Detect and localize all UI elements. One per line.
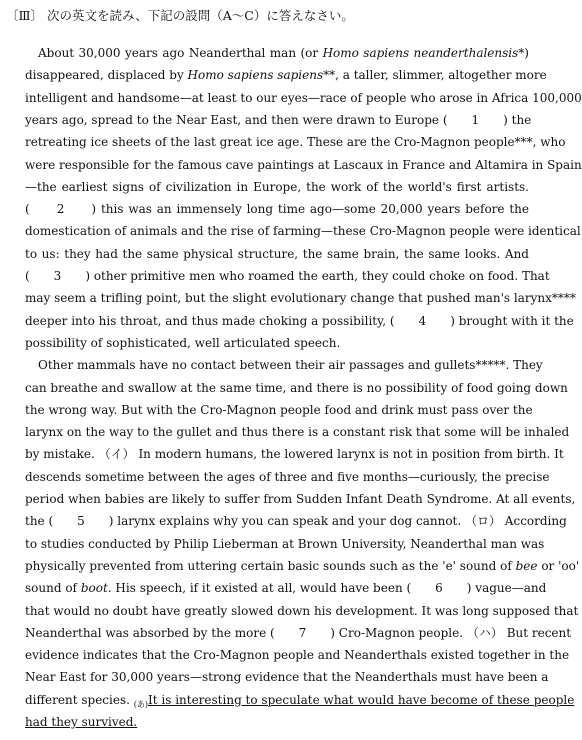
passage-line (25, 581, 547, 596)
passage-text-segment: period when babies are likely to suffer from Sudden Infant Death Syndrome. At all events, (25, 492, 576, 506)
passage-text-segment: Near East for 30,000 years—strong evidence that the Neanderthals must have been a (25, 670, 549, 685)
passage-line (25, 648, 570, 663)
passage-line (25, 180, 529, 194)
passage-line (25, 492, 576, 506)
passage-line (25, 380, 568, 395)
passage-line (25, 670, 549, 685)
passage-text-segment: Homo sapiens sapiens (187, 68, 324, 83)
passage-text-segment: were responsible for the famous cave paintings at Lascaux in France and Altamira in Spain (25, 157, 582, 172)
passage-line (25, 269, 550, 283)
passage-text-segment: disappeared, displaced by (25, 68, 188, 83)
passage-text-segment: *) (518, 46, 529, 60)
passage-text-segment: years ago, spread to the Near East, and then were drawn to Europe ( 1 ) the (25, 112, 532, 127)
passage-text-segment: ( 3 ) other primitive men who roamed the earth, they could choke on food. That (25, 269, 550, 283)
passage-line (25, 112, 532, 127)
passage-text-segment: deeper into his throat, and thus made choking a possibility, ( 4 ) brought with it the (25, 313, 574, 328)
passage-text-segment: the wrong way. But with the Cro-Magnon people food and drink must pass over the (25, 402, 533, 417)
passage-text-segment: Neanderthal was absorbed by the more ( 7 ) Cro-Magnon people. （ハ） But recent (25, 625, 572, 640)
passage-text-segment: possibility of sophisticated, well articulated speech. (25, 335, 341, 350)
passage-line (38, 46, 529, 60)
passage-line (25, 447, 564, 462)
passage-text-segment: larynx on the way to the gullet and thus there is a constant risk that some will be inhaled (25, 425, 570, 440)
passage-line (25, 402, 533, 417)
passage-line (38, 358, 543, 373)
passage-text-segment: or 'oo' (537, 558, 580, 573)
passage-text-segment: Other mammals have no contact between their air passages and gullets*****. They (38, 358, 543, 373)
passage-text-segment: boot. (80, 581, 112, 596)
passage-line (25, 291, 576, 306)
question-header: 〔Ⅲ〕 次の英文を読み、下記の設問（A～C）に答えなさい。 (6, 8, 354, 23)
passage-text-segment: intelligent and handsome—at least to our eyes—race of people who arose in Africa 100,000 (25, 90, 582, 105)
passage-text-segment: to studies conducted by Philip Lieberman at Brown University, Neanderthal man was (25, 536, 545, 551)
passage-text-segment: bee (515, 558, 538, 573)
passage-line (25, 135, 566, 150)
passage-text-segment: It is interesting to speculate what would have become of these people (148, 692, 575, 707)
passage-text-segment: that would no doubt have greatly slowed down his development. It was long supposed that (25, 603, 579, 618)
passage-line (25, 558, 580, 573)
passage-text-segment: ( 2 ) this was an immensely long time ago—some 20,000 years before the (25, 202, 529, 217)
passage-line (25, 68, 547, 83)
passage-text-segment: —the earliest signs of civilization in Europe, the work of the world's first artists. (25, 179, 529, 194)
passage-text-segment: About 30,000 years ago Neanderthal man (or (38, 46, 323, 60)
passage-text-segment: His speech, if it existed at all, would have been ( 6 ) vague—and (111, 581, 547, 596)
passage-line (25, 313, 574, 328)
passage-text-segment: sound of (25, 581, 81, 596)
passage-line (25, 692, 575, 712)
passage-line (25, 247, 529, 261)
passage-line (25, 90, 582, 105)
passage-line (25, 224, 581, 239)
passage-line (25, 469, 550, 484)
passage-text-segment: domestication of animals and the rise of farming—these Cro-Magnon people were identical (25, 224, 581, 239)
passage-text-segment: may seem a trifling point, but the slight evolutionary change that pushed man's larynx**** (25, 291, 576, 306)
passage-text-segment: the ( 5 ) larynx explains why you can speak and your dog cannot. （ロ） According (25, 514, 567, 529)
passage-line (25, 514, 567, 529)
passage-line (25, 157, 582, 172)
passage-line (25, 425, 570, 440)
passage-text-segment: Homo sapiens neanderthalensis (322, 46, 519, 60)
passage-text-segment: by mistake. （イ） In modern humans, the lowered larynx is not in position from birth. It (25, 447, 564, 462)
passage-line (25, 536, 545, 551)
passage-text-segment: evidence indicates that the Cro-Magnon people and Neanderthals existed together in the (25, 648, 570, 663)
passage-line (25, 715, 529, 729)
passage-text-segment: physically prevented from uttering certain basic sounds such as the 'e' sound of (25, 558, 516, 573)
passage-text-segment: retreating ice sheets of the last great ice age. These are the Cro-Magnon people***, who (25, 135, 566, 150)
passage-line (25, 625, 572, 640)
passage-text-segment: different species. (25, 692, 134, 707)
passage-line (25, 202, 529, 216)
passage-text-segment: can breathe and swallow at the same time, and there is no possibility of food going down (25, 380, 568, 395)
passage-text-segment: to us: they had the same physical structure, the same brain, the same looks. And (25, 246, 529, 261)
passage-text-segment: had they survived. (25, 715, 138, 729)
passage-text-segment: descends sometime between the ages of three and five months—curiously, the precise (25, 469, 550, 484)
passage-line (25, 603, 579, 618)
passage-text-segment: **, a taller, slimmer, altogether more (323, 68, 547, 83)
underline-marker: (あ) (133, 699, 148, 709)
passage-line (25, 336, 529, 350)
